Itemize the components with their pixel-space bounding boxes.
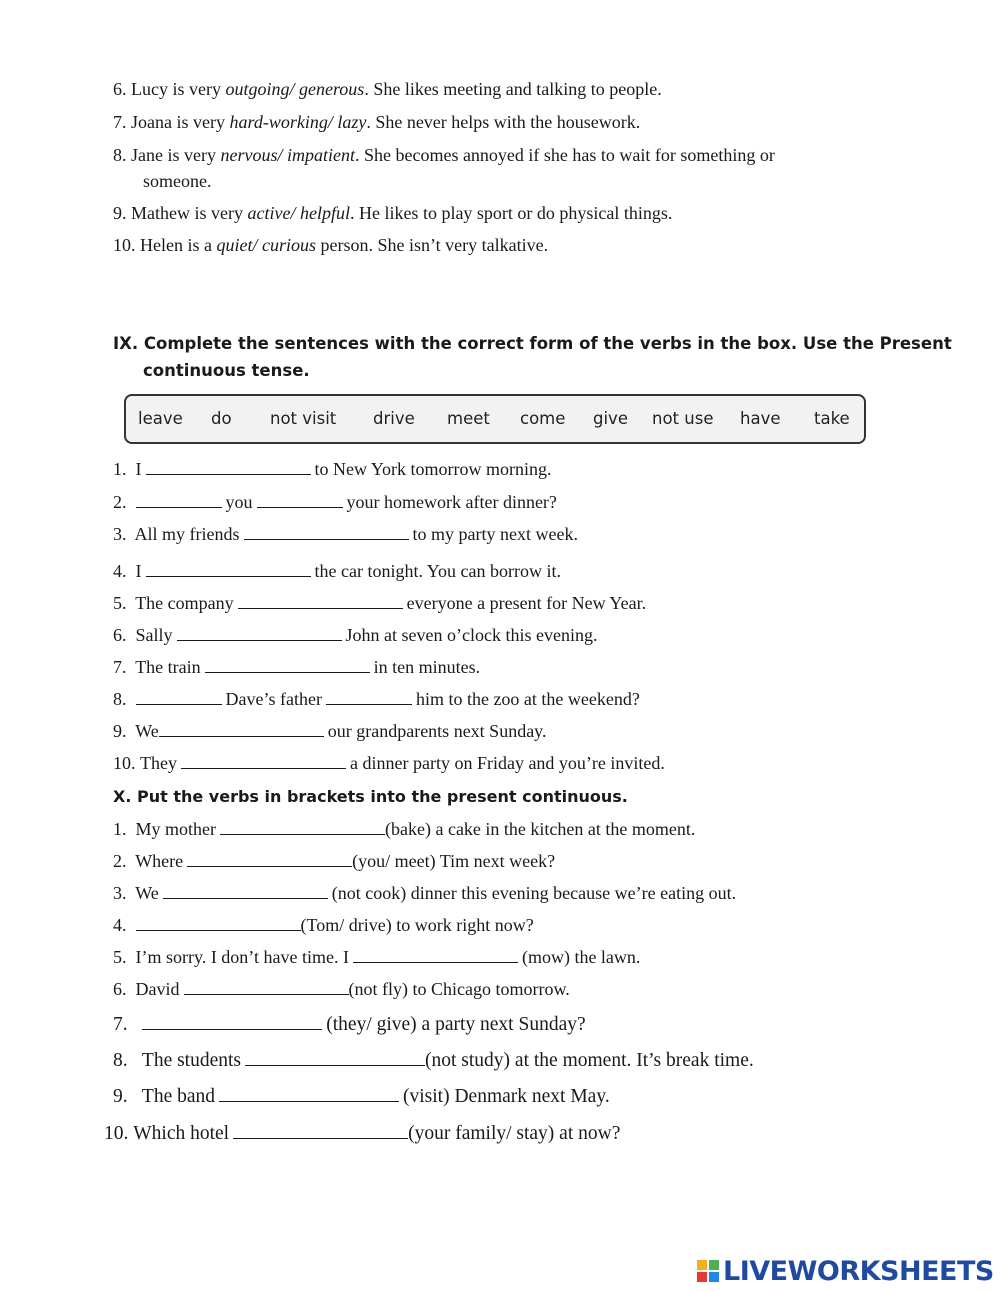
word-box-item: not use: [652, 409, 714, 428]
sentence-6: 6. Lucy is very outgoing/ generous. She likes meeting and talking to people.: [113, 79, 662, 99]
answer-blank[interactable]: [245, 1049, 425, 1066]
answer-blank[interactable]: [353, 946, 518, 963]
answer-blank[interactable]: [136, 688, 222, 705]
word-box: [124, 394, 866, 444]
word-box-item: have: [740, 409, 781, 428]
section-x-title: X. Put the verbs in brackets into the present continuous.: [113, 787, 628, 806]
answer-blank[interactable]: [136, 914, 301, 931]
logo-text: LIVEWORKSHEETS: [723, 1255, 994, 1287]
answer-blank[interactable]: [219, 1085, 399, 1102]
section-ix-title: IX. Complete the sentences with the correct form of the verbs in the box. Use the Present: [113, 334, 952, 353]
x-item-6: 6. David (not fly) to Chicago tomorrow.: [113, 979, 570, 999]
answer-blank[interactable]: [257, 491, 343, 508]
ix-item-8: 8. Dave’s father him to the zoo at the weekend?: [113, 689, 640, 709]
logo-squares-icon: [697, 1260, 719, 1282]
section-ix-title-line2: continuous tense.: [143, 361, 310, 380]
answer-blank[interactable]: [163, 882, 328, 899]
x-item-2: 2. Where (you/ meet) Tim next week?: [113, 851, 556, 871]
answer-blank[interactable]: [233, 1122, 408, 1139]
x-item-9: 9. The band (visit) Denmark next May.: [113, 1086, 610, 1107]
answer-blank[interactable]: [326, 688, 412, 705]
word-box-item: meet: [447, 409, 490, 428]
ix-item-5: 5. The company everyone a present for New Year.: [113, 593, 647, 613]
sentence-7: 7. Joana is very hard-working/ lazy. She never helps with the housework.: [113, 112, 641, 132]
ix-item-6: 6. Sally John at seven o’clock this evening.: [113, 625, 598, 645]
ix-item-1: 1. I to New York tomorrow morning.: [113, 459, 552, 479]
sentence-8-continuation: someone.: [143, 171, 212, 191]
sentence-9: 9. Mathew is very active/ helpful. He likes to play sport or do physical things.: [113, 203, 673, 223]
answer-blank[interactable]: [238, 592, 403, 609]
word-box-item: not visit: [270, 409, 337, 428]
ix-item-4: 4. I the car tonight. You can borrow it.: [113, 561, 561, 581]
answer-blank[interactable]: [220, 818, 385, 835]
x-item-4: 4. (Tom/ drive) to work right now?: [113, 915, 534, 935]
word-box-item: do: [211, 409, 232, 428]
sentence-10: 10. Helen is a quiet/ curious person. She isn’t very talkative.: [113, 235, 549, 255]
answer-blank[interactable]: [136, 491, 222, 508]
x-item-3: 3. We (not cook) dinner this evening because we’re eating out.: [113, 883, 737, 903]
ix-item-2: 2. you your homework after dinner?: [113, 492, 557, 512]
answer-blank[interactable]: [142, 1013, 322, 1030]
word-box-item: give: [593, 409, 628, 428]
sentence-8: 8. Jane is very nervous/ impatient. She becomes annoyed if she has to wait for something or: [113, 145, 775, 165]
answer-blank[interactable]: [159, 720, 324, 737]
answer-blank[interactable]: [187, 850, 352, 867]
x-item-1: 1. My mother (bake) a cake in the kitchen at the moment.: [113, 819, 696, 839]
x-item-5: 5. I’m sorry. I don’t have time. I (mow) the lawn.: [113, 947, 641, 967]
answer-blank[interactable]: [146, 458, 311, 475]
answer-blank[interactable]: [205, 656, 370, 673]
x-item-10: 10. Which hotel (your family/ stay) at now?: [104, 1123, 621, 1144]
x-item-8: 8. The students (not study) at the moment. It’s break time.: [113, 1050, 754, 1071]
answer-blank[interactable]: [184, 978, 349, 995]
word-box-item: drive: [373, 409, 415, 428]
answer-blank[interactable]: [146, 560, 311, 577]
word-box-item: take: [814, 409, 850, 428]
word-box-item: leave: [138, 409, 183, 428]
liveworksheets-logo: [697, 1256, 994, 1286]
word-box-item: come: [520, 409, 566, 428]
ix-item-9: 9. We our grandparents next Sunday.: [113, 721, 547, 741]
answer-blank[interactable]: [244, 523, 409, 540]
ix-item-10: 10. They a dinner party on Friday and you’re invited.: [113, 753, 665, 773]
answer-blank[interactable]: [181, 752, 346, 769]
ix-item-7: 7. The train in ten minutes.: [113, 657, 481, 677]
answer-blank[interactable]: [177, 624, 342, 641]
x-item-7: 7. (they/ give) a party next Sunday?: [113, 1014, 586, 1035]
ix-item-3: 3. All my friends to my party next week.: [113, 524, 578, 544]
